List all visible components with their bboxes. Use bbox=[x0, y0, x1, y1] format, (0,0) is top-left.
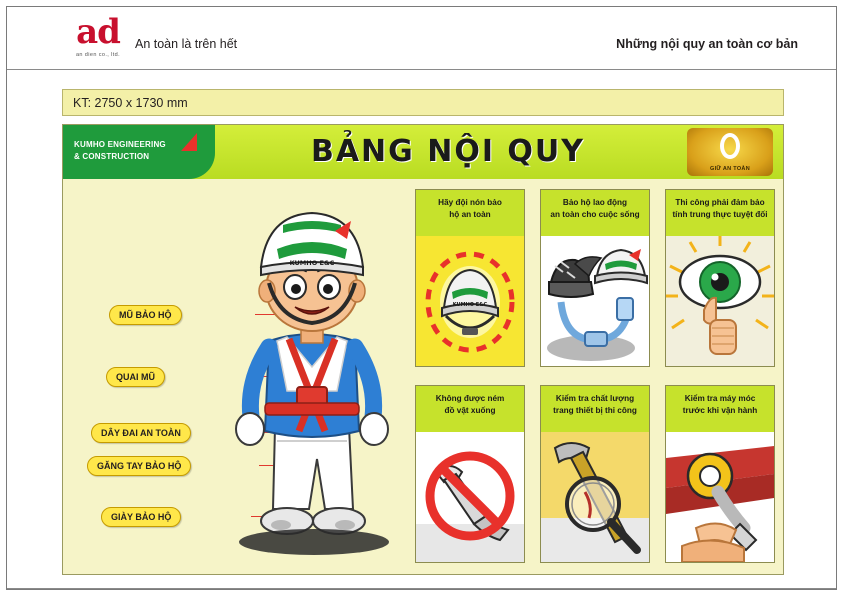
rule-card-machine-check-line1: Kiểm tra máy móc bbox=[684, 394, 756, 403]
poster-body bbox=[63, 179, 783, 574]
rule-card-no-throwing-title bbox=[416, 386, 524, 432]
rule-card-integrity[interactable] bbox=[665, 189, 775, 367]
rule-card-integrity-art bbox=[666, 236, 774, 366]
rule-card-helmet-line2: hộ an toàn bbox=[449, 210, 491, 219]
header-slogan: An toàn là trên hết bbox=[135, 37, 238, 51]
rule-card-no-throwing-art bbox=[416, 432, 524, 562]
callout-safety-shoes[interactable]: GIÀY BẢO HỘ bbox=[101, 507, 181, 527]
safety-seal-badge bbox=[687, 128, 773, 176]
rule-card-quality-check-line1: Kiểm tra chất lượng bbox=[555, 394, 635, 403]
rule-card-integrity-title bbox=[666, 190, 774, 236]
rule-card-machine-check[interactable] bbox=[665, 385, 775, 563]
mascot-area bbox=[69, 183, 409, 573]
page-header bbox=[7, 7, 836, 67]
rule-card-integrity-line2: tính trung thực tuyệt đối bbox=[672, 210, 768, 219]
rule-card-ppe-title bbox=[541, 190, 649, 236]
callout-helmet[interactable]: MŨ BẢO HỘ bbox=[109, 305, 182, 325]
rule-card-no-throwing[interactable] bbox=[415, 385, 525, 563]
rule-card-ppe[interactable] bbox=[540, 189, 650, 367]
logo-mark-text: ad bbox=[76, 12, 120, 52]
rule-card-ppe-art bbox=[541, 236, 649, 366]
callout-chinstrap[interactable]: QUAI MŨ bbox=[106, 367, 165, 387]
header-divider bbox=[7, 69, 836, 70]
size-bar bbox=[62, 89, 784, 116]
rules-grid bbox=[415, 189, 775, 569]
rule-card-machine-check-title bbox=[666, 386, 774, 432]
rule-card-quality-check[interactable] bbox=[540, 385, 650, 563]
company-logo bbox=[67, 12, 129, 63]
ring-icon bbox=[720, 133, 740, 159]
safety-seal-caption: GIỮ AN TOÀN bbox=[710, 166, 750, 172]
rule-card-no-throwing-line2: đồ vật xuống bbox=[444, 406, 496, 415]
rule-card-helmet-title bbox=[416, 190, 524, 236]
kumho-company-line2: & CONSTRUCTION bbox=[74, 152, 150, 161]
rule-card-machine-check-line2: trước khi vận hành bbox=[682, 406, 758, 415]
mascot-svg bbox=[217, 191, 407, 561]
poster bbox=[62, 124, 784, 575]
footer-divider bbox=[7, 588, 836, 589]
rule-card-quality-check-art bbox=[541, 432, 649, 562]
rule-card-quality-check-title bbox=[541, 386, 649, 432]
rule-card-machine-check-art bbox=[666, 432, 774, 562]
rule-card-ppe-line1: Bảo hộ lao động bbox=[562, 198, 628, 207]
rule-card-ppe-line2: an toàn cho cuộc sống bbox=[550, 210, 640, 219]
callout-safety-belt[interactable]: DÂY ĐAI AN TOÀN bbox=[91, 423, 191, 443]
rule-card-integrity-line1: Thi công phải đảm bảo bbox=[675, 198, 765, 207]
helmet-brand-text: KUMHO E&C bbox=[289, 259, 335, 267]
callout-gloves[interactable]: GĂNG TAY BẢO HỘ bbox=[87, 456, 191, 476]
kumho-swoosh-icon bbox=[181, 133, 197, 151]
header-document-title: Những nội quy an toàn cơ bản bbox=[616, 37, 798, 51]
mascot-illustration bbox=[217, 191, 407, 561]
rule-card-helmet[interactable] bbox=[415, 189, 525, 367]
rule-card-quality-check-line2: trang thiết bị thi công bbox=[553, 406, 637, 415]
kumho-company-line1: KUMHO ENGINEERING bbox=[74, 140, 166, 149]
size-bar-label: KT: 2750 x 1730 mm bbox=[73, 96, 188, 110]
rule-card-helmet-art bbox=[416, 236, 524, 366]
svg-text:KUMHO E&C: KUMHO E&C bbox=[452, 302, 488, 308]
rule-card-no-throwing-line1: Không được ném bbox=[435, 394, 505, 403]
logo-subtext: an dien co., ltd. bbox=[75, 52, 121, 58]
rule-card-helmet-line1: Hãy đội nón bảo bbox=[438, 198, 502, 207]
poster-title: BẢNG NỘI QUY bbox=[310, 134, 586, 169]
mascot-shadow bbox=[239, 529, 389, 555]
poster-header bbox=[63, 125, 783, 179]
